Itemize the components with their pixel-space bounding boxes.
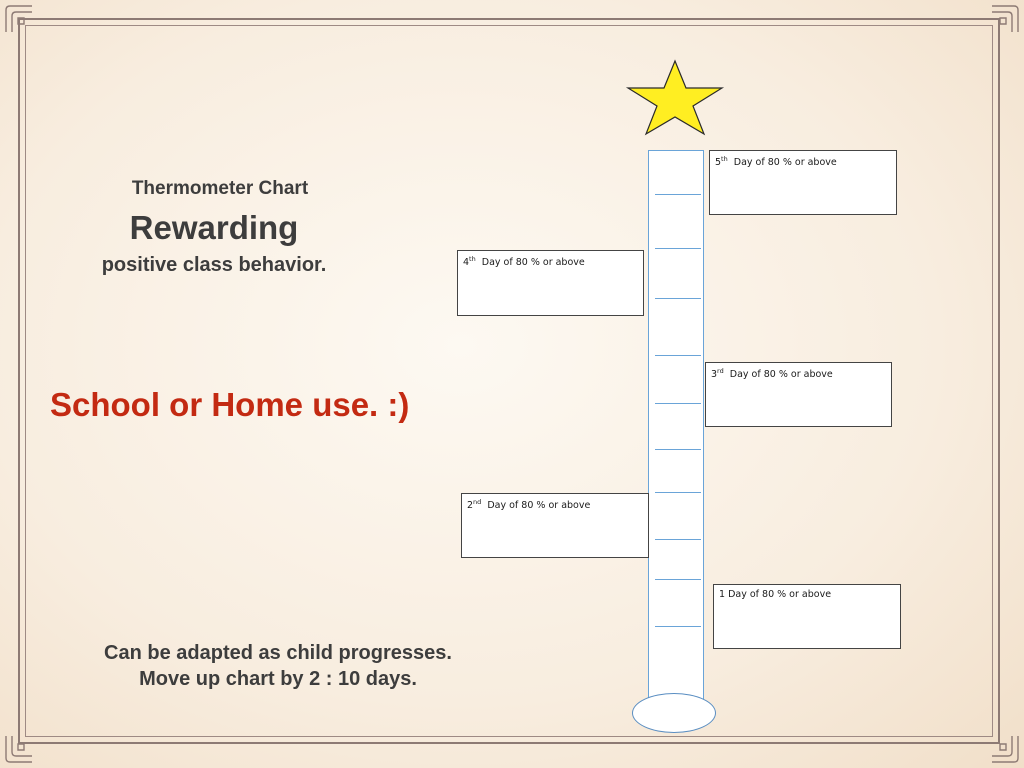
thermometer-tick [655, 579, 701, 580]
thermometer-tick [655, 449, 701, 450]
level-number: 2 [467, 500, 474, 512]
thermometer-tick [655, 492, 701, 493]
level-5-box [709, 150, 897, 215]
thermometer-tick [655, 403, 701, 404]
corner-ornament-icon [990, 734, 1020, 764]
level-number: 3 [711, 369, 718, 381]
corner-ornament-icon [990, 4, 1020, 34]
thermometer-tick [655, 248, 701, 249]
star-icon [624, 58, 726, 138]
thermometer-tick [655, 355, 701, 356]
chart-subtitle: positive class behavior. [101, 254, 327, 276]
chart-heading: Rewarding [129, 209, 299, 246]
thermometer-tick [655, 298, 701, 299]
level-1-box [713, 584, 901, 649]
level-text: Day of 80 % or above [729, 369, 833, 381]
thermometer-tick [655, 539, 701, 540]
level-text: Day of 80 % or above [487, 500, 591, 512]
footer-note: Move up chart by 2 : 10 days. [139, 668, 417, 690]
thermometer-tick [655, 194, 701, 195]
thermometer-tube [648, 150, 704, 703]
thermometer-tick [655, 626, 701, 627]
level-suffix: nd [473, 498, 482, 506]
level-suffix: rd [717, 367, 724, 375]
level-number: 4 [463, 257, 470, 269]
level-suffix: th [721, 155, 728, 163]
level-text: Day of 80 % or above [481, 257, 585, 269]
level-number: 5 [715, 157, 722, 169]
footer-note: Can be adapted as child progresses. [104, 642, 452, 664]
level-text: 1 Day of 80 % or above [719, 589, 832, 600]
corner-ornament-icon [4, 734, 34, 764]
level-2-box [461, 493, 649, 558]
usage-highlight: School or Home use. :) [50, 386, 410, 423]
corner-ornament-icon [4, 4, 34, 34]
level-text: Day of 80 % or above [733, 157, 837, 169]
level-4-box [457, 250, 644, 316]
level-3-box [705, 362, 892, 427]
chart-title: Thermometer Chart [131, 178, 309, 199]
thermometer-bulb [632, 693, 716, 733]
level-suffix: th [469, 255, 476, 263]
